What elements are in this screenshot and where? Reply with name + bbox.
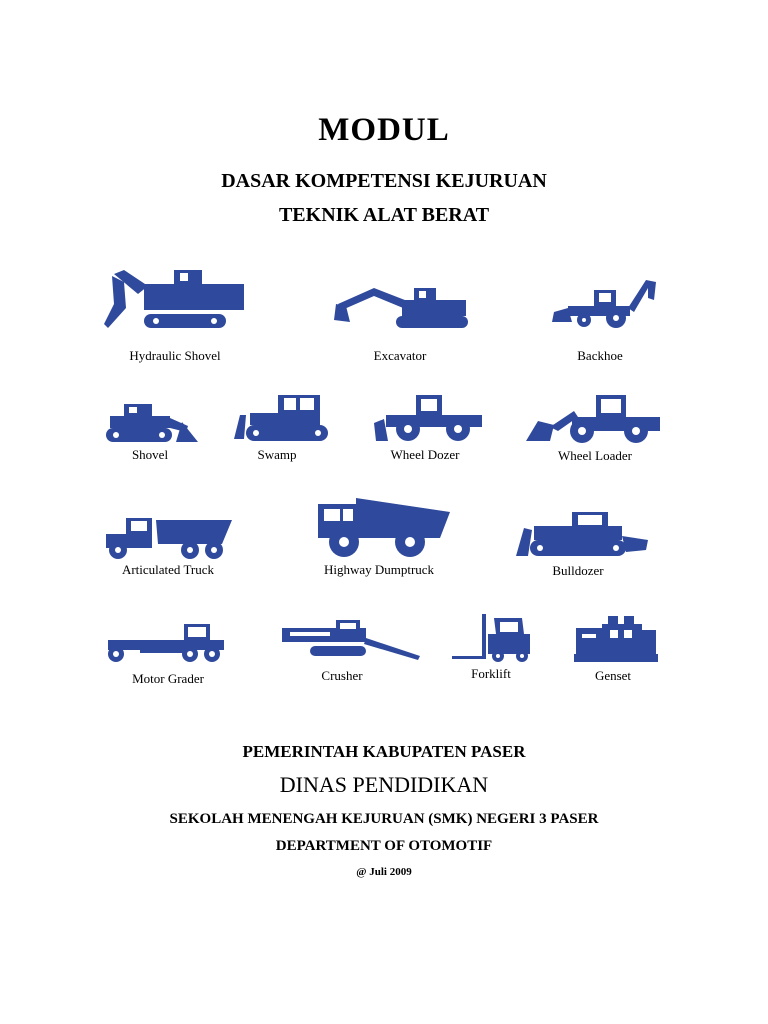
backhoe-icon bbox=[550, 278, 660, 330]
highway-dumptruck-label: Highway Dumptruck bbox=[323, 562, 435, 577]
crusher-icon bbox=[280, 618, 422, 664]
genset-label: Genset bbox=[594, 668, 632, 683]
motor-grader-label: Motor Grader bbox=[132, 671, 204, 686]
backhoe-label: Backhoe bbox=[577, 348, 623, 363]
articulated-truck-icon bbox=[104, 514, 234, 560]
shovel-icon bbox=[104, 402, 200, 444]
swamp-dozer-icon bbox=[232, 393, 330, 443]
wheel-loader-icon bbox=[524, 393, 662, 445]
genset-icon bbox=[572, 614, 660, 666]
department-name: DEPARTMENT OF OTOMOTIF bbox=[275, 838, 493, 854]
bulldozer-label: Bulldozer bbox=[552, 563, 604, 578]
wheel-dozer-icon bbox=[372, 393, 488, 443]
motor-grader-icon bbox=[104, 620, 228, 664]
forklift-label: Forklift bbox=[471, 666, 511, 681]
shovel-label: Shovel bbox=[131, 447, 169, 462]
publication-date: @ Juli 2009 bbox=[356, 866, 412, 878]
excavator-label: Excavator bbox=[373, 348, 427, 363]
government-name: PEMERINTAH KABUPATEN PASER bbox=[242, 742, 526, 761]
school-name: SEKOLAH MENENGAH KEJURUAN (SMK) NEGERI 3 PASER bbox=[169, 811, 599, 827]
hydraulic-shovel-icon bbox=[104, 264, 248, 332]
articulated-truck-label: Articulated Truck bbox=[121, 562, 215, 577]
office-name: DINAS PENDIDIKAN bbox=[279, 772, 489, 797]
document-subtitle-1: DASAR KOMPETENSI KEJURUAN bbox=[221, 170, 547, 192]
excavator-icon bbox=[330, 284, 470, 330]
wheel-dozer-label: Wheel Dozer bbox=[390, 447, 460, 462]
document-subtitle-2: TEKNIK ALAT BERAT bbox=[278, 204, 490, 226]
bulldozer-icon bbox=[514, 510, 650, 560]
crusher-label: Crusher bbox=[321, 668, 363, 683]
wheel-loader-label: Wheel Loader bbox=[558, 448, 632, 463]
document-title: MODUL bbox=[318, 112, 450, 148]
dumptruck-icon bbox=[316, 494, 452, 558]
forklift-icon bbox=[452, 612, 534, 664]
swamp-label: Swamp bbox=[257, 447, 297, 462]
hydraulic-shovel-label: Hydraulic Shovel bbox=[129, 348, 221, 363]
